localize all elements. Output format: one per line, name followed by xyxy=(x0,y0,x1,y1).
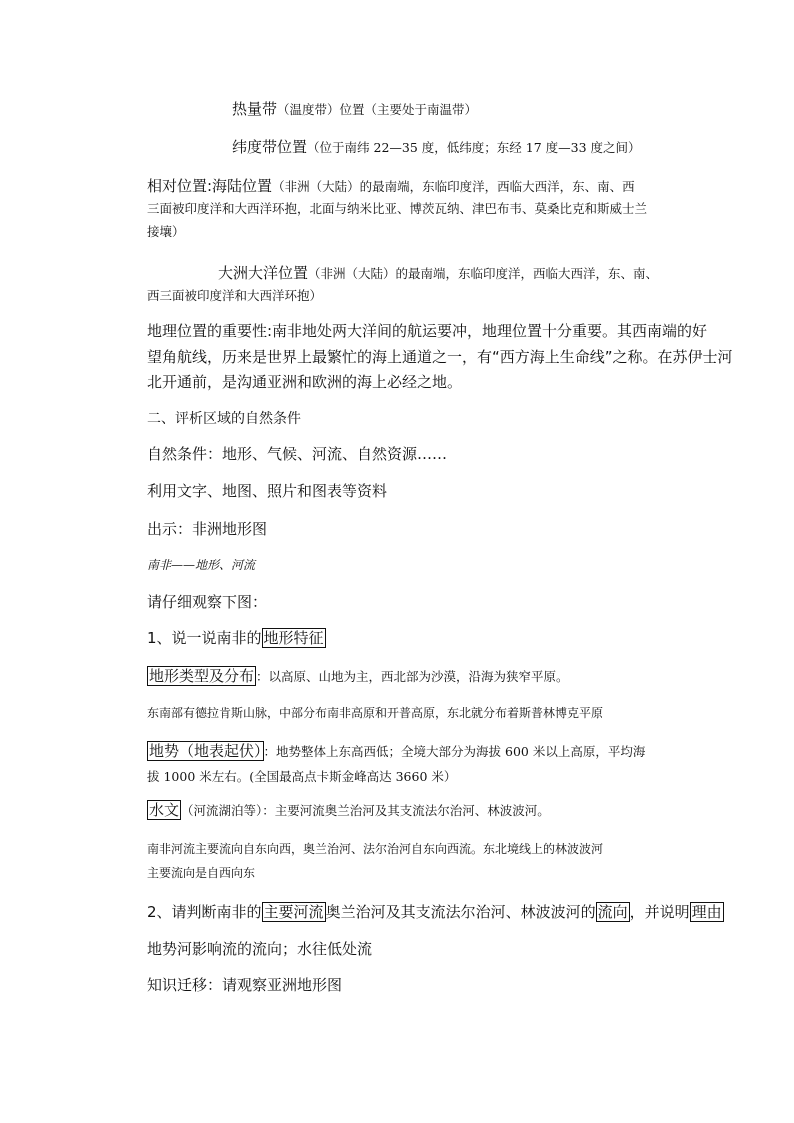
relief-rest1: ：地势整体上东高西低；全境大部分为海拔 600 米以上高原，平均海 xyxy=(263,744,646,759)
question-1-boxed-term: 地形特征 xyxy=(263,629,324,647)
question-2-mid: 奥兰治河及其支流法尔治河、林波波河的 xyxy=(325,903,596,921)
knowledge-transfer: 知识迁移：请观察亚洲地形图 xyxy=(147,976,343,994)
hydrology-boxed: 水文 xyxy=(149,801,180,819)
continent-ocean-rest1: （非洲（大陆）的最南端，东临印度洋，西临大西洋，东、南、 xyxy=(308,266,659,281)
question-2-box-main-rivers: 主要河流 xyxy=(263,903,324,921)
latitude-lead: 纬度带位置 xyxy=(232,138,308,156)
question-2-prefix: 2、请判断南非的 xyxy=(147,903,262,921)
question-1 xyxy=(147,627,326,648)
question-1-prefix: 1、说一说南非的 xyxy=(147,629,262,647)
subheading-terrain-river: 南非——地形、河流 xyxy=(147,558,256,572)
southeast-mountains: 东南部有德拉肯斯山脉，中部分布南非高原和开普高原，东北就分布着斯普林博克平原 xyxy=(147,706,604,720)
question-2 xyxy=(147,901,724,922)
thermal-zone-line xyxy=(232,98,477,119)
observe-prompt: 请仔细观察下图： xyxy=(147,593,268,611)
question-2-mid2: ，并说明 xyxy=(629,903,690,921)
importance-line1: 地理位置的重要性:南非地处两大洋间的航运要冲，地理位置十分重要。其西南端的好 xyxy=(147,322,708,340)
relief-rest2: 拔 1000 米左右。(全国最高点卡斯金峰高达 3660 米） xyxy=(147,769,457,784)
latitude-rest: （位于南纬 22—35 度，低纬度；东经 17 度—33 度之间） xyxy=(307,140,641,155)
relative-position-lead: 相对位置:海陆位置 xyxy=(147,177,273,195)
continent-ocean-rest2: 西三面被印度洋和大西洋环抱） xyxy=(147,288,323,303)
continent-ocean-lead: 大洲大洋位置 xyxy=(218,264,309,282)
natural-conditions: 自然条件：地形、气候、河流、自然资源…… xyxy=(147,445,448,463)
importance-line2: 望角航线，历来是世界上最繁忙的海上通道之一，有“西方海上生命线”之称。在苏伊士河 xyxy=(147,348,733,366)
relative-position-line xyxy=(147,175,635,196)
hydrology-rest: （河流湖泊等）：主要河流奥兰治河及其支流法尔治河、林波波河。 xyxy=(181,803,550,818)
terrain-types-boxed: 地形类型及分布 xyxy=(149,667,255,685)
river-flow-line2: 主要流向是自西向东 xyxy=(147,866,256,880)
relief-line xyxy=(147,740,645,761)
relative-position-rest2: 三面被印度洋和大西洋环抱，北面与纳米比亚、博茨瓦纳、津巴布韦、莫桑比克和斯威士兰 xyxy=(147,201,648,216)
relative-position-rest3: 接壤） xyxy=(147,224,185,239)
hydrology-line xyxy=(147,799,550,820)
latitude-line xyxy=(232,136,641,157)
terrain-types-rest: ：以高原、山地为主，西北部为沙漠，沿海为狭窄平原。 xyxy=(256,669,569,684)
relative-position-rest1: （非洲（大陆）的最南端，东临印度洋，西临大西洋，东、南、西 xyxy=(272,179,635,194)
use-materials: 利用文字、地图、照片和图表等资料 xyxy=(147,482,388,500)
thermal-zone-lead: 热量带 xyxy=(232,100,278,118)
continent-ocean-line xyxy=(218,262,658,283)
show-map: 出示：非洲地形图 xyxy=(147,520,268,538)
terrain-types-line xyxy=(147,665,569,686)
question-2-box-reason: 理由 xyxy=(691,903,722,921)
section-heading: 二、评析区域的自然条件 xyxy=(147,411,301,427)
thermal-zone-rest: （温度带）位置（主要处于南温带） xyxy=(277,102,478,117)
relief-boxed: 地势（地表起伏） xyxy=(149,742,262,760)
importance-line3: 北开通前，是沟通亚洲和欧洲的海上必经之地。 xyxy=(147,373,463,391)
question-2-box-direction: 流向 xyxy=(597,903,628,921)
river-flow-line1: 南非河流主要流向自东向西，奥兰治河、法尔治河自东向西流。东北境线上的林波波河 xyxy=(147,842,604,856)
answer-terrain-flow: 地势河影响流的流向；水往低处流 xyxy=(147,940,373,958)
